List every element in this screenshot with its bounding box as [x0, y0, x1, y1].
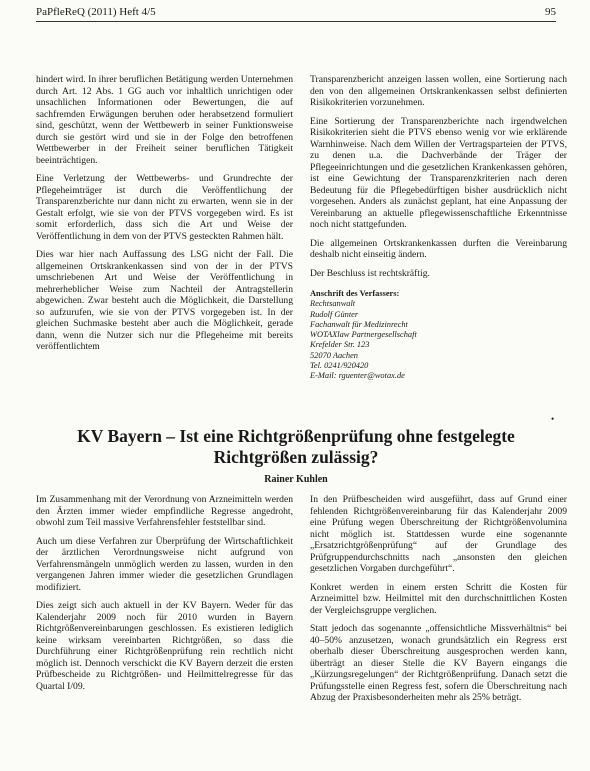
bottom-right-column [310, 494, 567, 704]
paragraph: Statt jedoch das sogenannte „offensichtliche Missverhältnis“ bei 40–50% anzusetzen, wonach grundsätzlich ein Regress erst oberhalb dieser Überschreitung ausgesprochen werden kann, überträgt an dieser Stelle die KV Bayern eingangs die „Kürzungsregelungen“ der Richtgrößenprüfung. Danach setzt die Prüfungsstelle einen Regress fest, sofern die Überschreitung nach Abzug der Praxisbesonderheiten mehr als 25% beträgt. [310, 623, 567, 703]
end-of-article-mark: • [551, 414, 555, 424]
journal-name: PaPfleReQ (2011) Heft 4/5 [36, 6, 156, 18]
top-right-column [310, 74, 567, 382]
author-line: WOTAXlaw Partnergesellschaft [310, 330, 417, 340]
author-address-heading: Anschrift des Verfassers: [310, 289, 400, 298]
paragraph: Dies war hier nach Auffassung des LSG nicht der Fall. Die allgemeinen Ortskrankenkassen sind von der in der PTVS umschriebenen Art und Weise der Veröffentlichung in mehrerheblicher Weise zum Nachteil der Antragstellerin abgewichen. Zwar besteht auch die Möglichkeit, die Darstellung so aufzurufen, wie sie von der PTVS vorgegeben ist. In der gleichen Suchmaske besteht aber auch die Möglichkeit, gerade dann, wenn die Nutzer sich nur die Pflegeheime mit bereits veröffentlichtem [36, 249, 293, 352]
paragraph: Im Zusammenhang mit der Verordnung von Arzneimitteln werden den Ärzten immer wieder empfindliche Regresse angedroht, obwohl zum Teil massive Verfahrensfehler feststellbar sind. [36, 494, 293, 528]
bottom-left-column [36, 494, 293, 692]
paragraph: In den Prüfbescheiden wird ausgeführt, dass auf Grund einer fehlenden Richtgrößenvereinbarung für das Kalenderjahr 2009 eine Prüfung wegen Überschreitung der Richtgrößenvolumina nicht möglich ist. Stattdessen wurde eine sogenannte „Ersatzrichtgrößenprüfung“ auf der Grundlage des Prüfgruppendurchschnitts nach „ansonsten den gleichen gesetzlichen Vorgaben durchgeführt“. [310, 494, 567, 574]
author-line: Fachanwalt für Medizinrecht [310, 319, 408, 329]
paragraph: Die allgemeinen Ortskrankenkassen durften die Vereinbarung deshalb nicht einseitig ändern. [310, 237, 567, 260]
running-header [36, 6, 556, 20]
author-line: Krefelder Str. 123 [310, 340, 370, 350]
article-title: KV Bayern – Ist eine Richtgrößenprüfung ohne festgelegte Richtgrößen zulässig? [77, 426, 515, 467]
header-rule [36, 21, 556, 22]
author-line: Rudolf Günter [310, 309, 359, 319]
paragraph: Der Beschluss ist rechtskräftig. [310, 267, 430, 279]
article-author: Rainer Kuhlen [264, 474, 328, 485]
paragraph: Eine Verletzung der Wettbewerbs- und Grundrechte der Pflegeheimträger ist durch die Veröffentlichung der Transparenzberichte nur dann nicht zu erwarten, wenn sie in der Gestalt erfolgt, wie sie von der PTVS vorgegeben wird. Es ist somit erforderlich, dass sich die Art und Weise der Veröffentlichung in dem von der PTVS gesteckten Rahmen hält. [36, 173, 293, 242]
author-line: Rechtsanwalt [310, 299, 356, 309]
author-line: 52070 Aachen [310, 350, 358, 360]
paragraph: Dies zeigt sich auch aktuell in der KV Bayern. Weder für das Kalenderjahr 2009 noch für 2010 wurden in Bayern Richtgrößenvereinbarungen geschlossen. Es existieren lediglich keine wirksam vereinbarten Richtgrößen, so dass die Durchführung einer Richtgrößenprüfung rein rechtlich nicht möglich ist. Dennoch verschickt die KV Bayern derzeit die ersten Prüfbescheide zu Richtgrößen- und Heilmittelregresse für das Quartal I/09. [36, 600, 293, 692]
paragraph: Konkret werden in einem ersten Schritt die Kosten für Arzneimittel bzw. Heilmittel mit den durchschnittlichen Kosten der Vergleichsgruppe verglichen. [310, 581, 567, 616]
author-email: E-Mail: rguenter@wotax.de [310, 371, 405, 381]
paragraph: hindert wird. In ihrer beruflichen Betätigung werden Unternehmen durch Art. 12 Abs. 1 GG auch vor inhaltlich unrichtigen oder unsachlichen Informationen oder Bewertungen, die auf sachfremden Erwägungen beruhen oder herabsetzend formuliert sind, geschützt, wenn der Wettbewerb in seiner Funktionsweise durch sie gestört wird und sie in der Folge den betroffenen Wettbewerber in der Freiheit seiner beruflichen Tätigkeit beeinträchtigen. [36, 74, 293, 166]
author-line: Tel. 0241/920420 [310, 361, 369, 371]
author-address [310, 289, 567, 382]
page-number: 95 [545, 6, 556, 18]
paragraph: Auch um diese Verfahren zur Überprüfung der Wirtschaftlichkeit der ärztlichen Verordnungsweise nicht aufgrund von Verfahrensmängeln unmöglich werden zu lassen, wurden in den vergangenen Jahren immer wieder die gesetzlichen Grundlagen modifiziert. [36, 535, 293, 593]
paragraph: Transparenzbericht anzeigen lassen wollen, eine Sortierung nach den von den allgemeinen Ortskrankenkassen selbst definierten Risikokriterien vorzunehmen. [310, 74, 567, 108]
top-left-column [36, 74, 293, 353]
paragraph: Eine Sortierung der Transparenzberichte nach irgendwelchen Risikokriterien sieht die PTVS ebenso wenig vor wie erklärende Warnhinweise. Nach dem Willen der Vertragsparteien der PTVS, zu denen u.a. die Dachverbände der Träger der Pflegeeinrichtungen und die gesetzlichen Krankenkassen gehören, ist eine Gewichtung der Transparenzkriterien nach deren Bedeutung für die Pflegebedürftigen bisher ausdrücklich nicht vorgesehen. Anders als zunächst geplant, hat eine Anpassung der Vereinbarung an aktuelle pflegewissenschaftliche Erkenntnisse noch nicht stattgefunden. [310, 115, 567, 230]
